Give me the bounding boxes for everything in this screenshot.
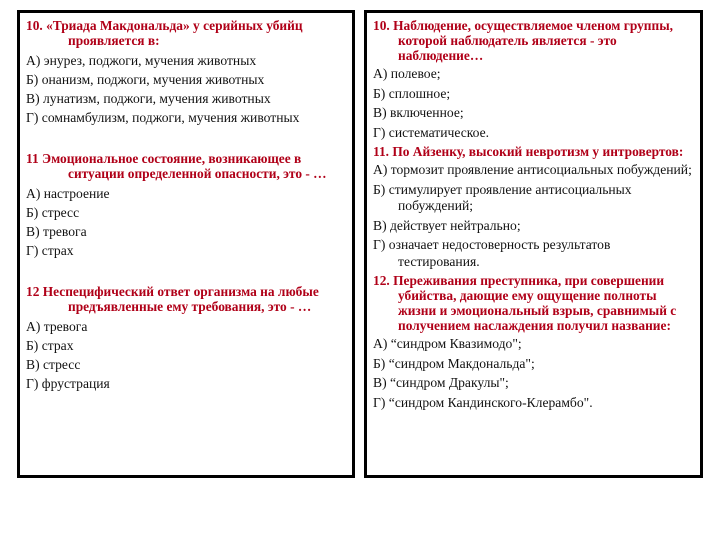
question-title: 10. «Триада Макдональда» у серийных убийц проявляется в: xyxy=(26,18,303,48)
question-title: 12 Неспецифический ответ организма на любые предъявленные ему требования, это - … xyxy=(26,284,319,314)
answer-option: Б) “синдром Макдональда"; xyxy=(373,355,535,371)
answer-option: В) стресс xyxy=(26,357,81,372)
answer-option: В) действует нейтрально; xyxy=(373,217,521,233)
answer-option: А) энурез, поджоги, мучения животных xyxy=(26,53,257,68)
question-title: 10. Наблюдение, осуществляемое членом группы, которой наблюдатель является - это наблюдение… xyxy=(373,18,674,63)
answer-option: А) “синдром Квазимодо"; xyxy=(373,336,522,351)
question-title: 12. Переживания преступника, при совершении убийства, дающие ему ощущение полноты жизни и эмоциональный взрыв, сравнимый с получением наслаждения получил название: xyxy=(373,273,677,333)
answer-option: Б) онанизм, поджоги, мучения животных xyxy=(26,72,265,87)
answer-option: Г) “синдром Кандинского-Клерамбо". xyxy=(373,394,593,410)
answer-option: Г) сомнамбулизм, поджоги, мучения животных xyxy=(26,110,300,125)
answer-option: Г) страх xyxy=(26,243,74,258)
answer-option: В) “синдром Дракулы"; xyxy=(373,375,509,390)
answer-option: Б) сплошное; xyxy=(373,85,451,101)
answer-option: Г) фрустрация xyxy=(26,376,110,391)
answer-option: Г) систематическое. xyxy=(373,124,490,140)
answer-option: Б) стимулирует проявление антисоциальных побуждений; xyxy=(373,181,632,213)
answer-option: А) настроение xyxy=(26,186,110,201)
question-title: 11. По Айзенку, высокий невротизм у интровертов: xyxy=(373,144,684,159)
answer-option: В) лунатизм, поджоги, мучения животных xyxy=(26,91,271,106)
answer-option: А) полевое; xyxy=(373,66,441,81)
answer-option: А) тревога xyxy=(26,319,88,334)
answer-option: В) включенное; xyxy=(373,105,464,120)
question-title: 11 Эмоциональное состояние, возникающее в ситуации определенной опасности, это - … xyxy=(26,151,327,181)
answer-option: Г) означает недостоверность результатов тестирования. xyxy=(373,237,611,269)
answer-option: Б) страх xyxy=(26,338,74,353)
right-question-card xyxy=(364,10,703,478)
answer-option: Б) стресс xyxy=(26,205,80,220)
left-question-card xyxy=(17,10,355,478)
answer-option: А) тормозит проявление антисоциальных побуждений; xyxy=(373,162,692,177)
answer-option: В) тревога xyxy=(26,224,87,239)
